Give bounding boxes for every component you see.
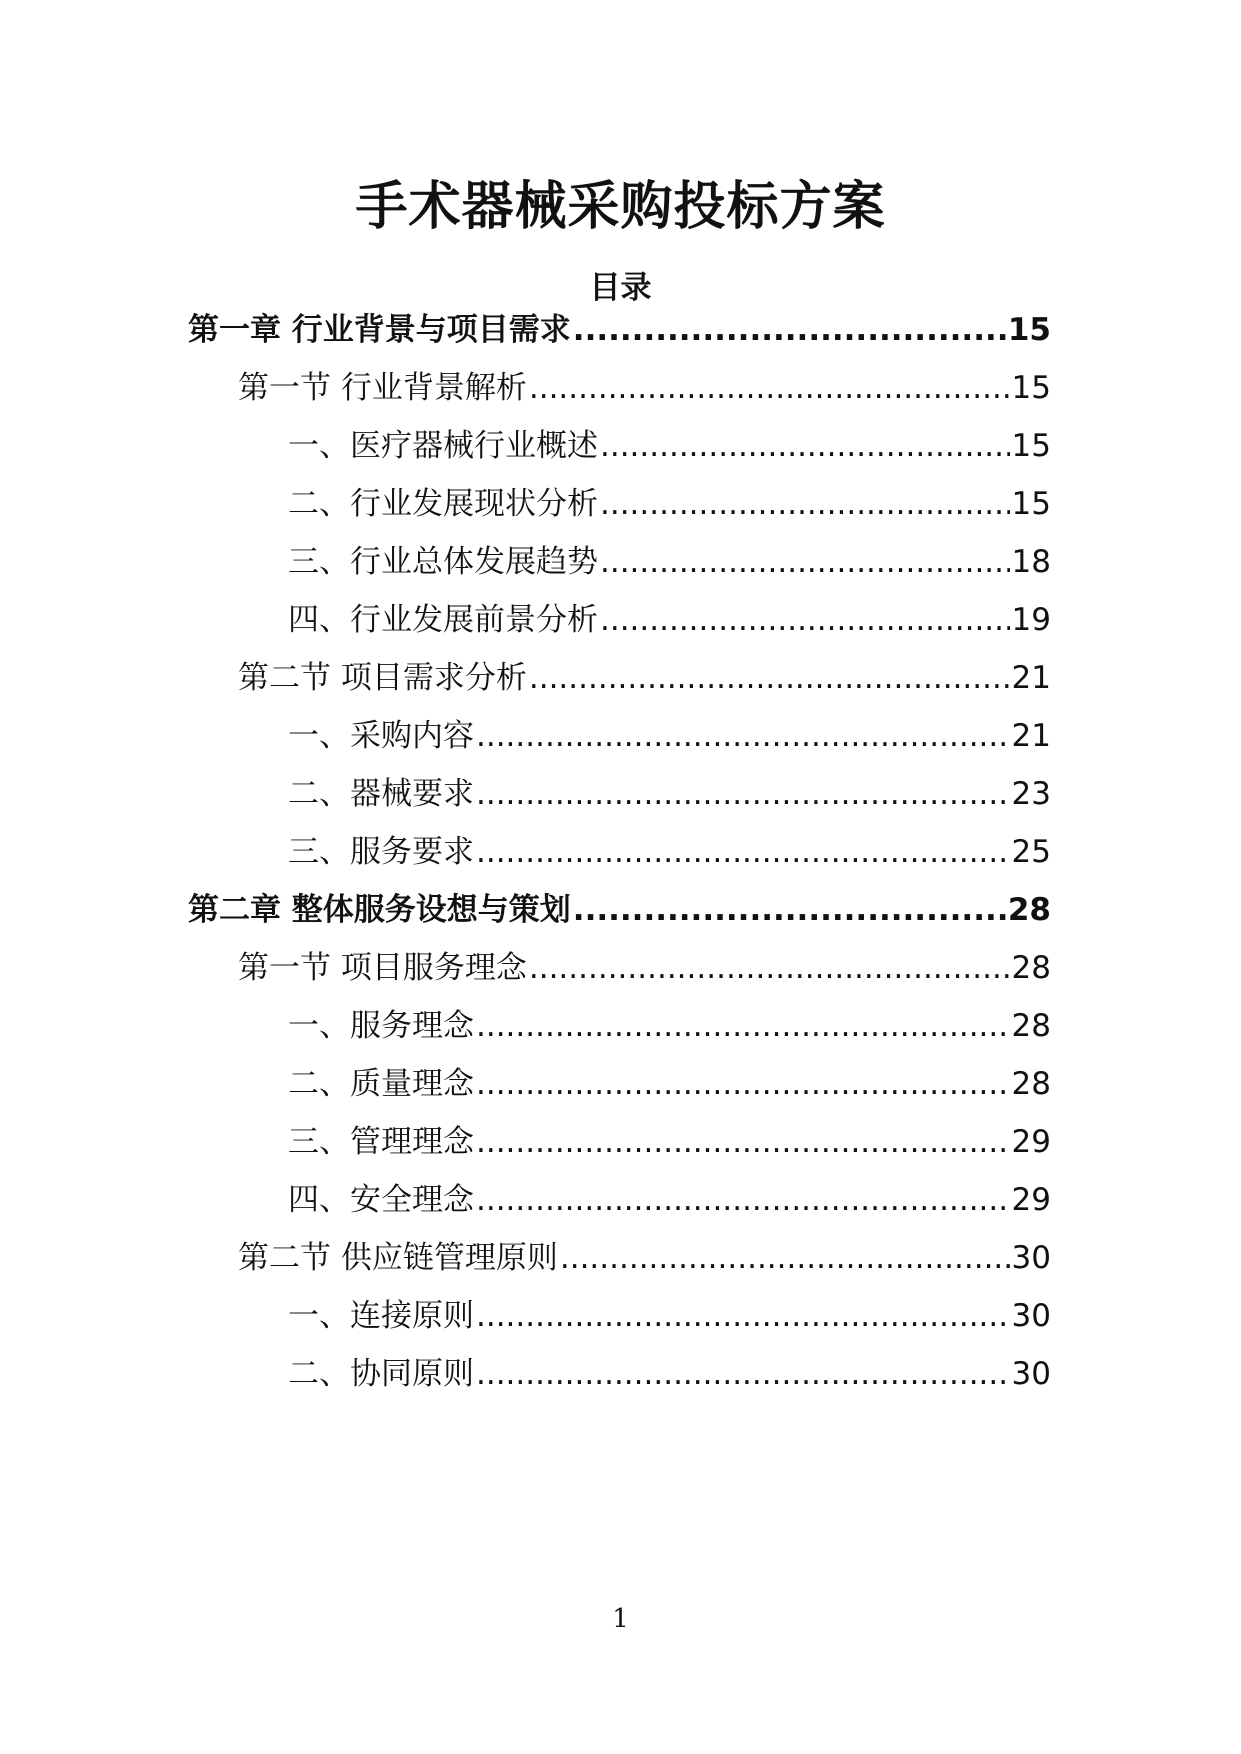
toc-entry-item[interactable] [288,996,1051,1046]
toc-entry-page: 30 [1011,1356,1051,1392]
toc-entry-label: 一、连接原则 [288,1298,474,1334]
toc-dot-leader [600,426,1010,466]
toc-entry-label: 第一章 行业背景与项目需求 [188,312,571,348]
toc-entry-label: 一、服务理念 [288,1008,474,1044]
toc-entry-label: 二、行业发展现状分析 [288,486,598,522]
toc-entry-page: 15 [1011,370,1051,406]
toc-dot-leader [560,1238,1010,1278]
toc-dot-leader [476,1006,1010,1046]
toc-entry-page: 30 [1011,1298,1051,1334]
toc-entry-label: 一、采购内容 [288,718,474,754]
toc-entry-item[interactable] [288,416,1051,466]
toc-entry-item[interactable] [288,706,1051,756]
toc-entry-label: 四、安全理念 [288,1182,474,1218]
toc-dot-leader [476,1122,1010,1162]
toc-entry-page: 28 [1011,1066,1051,1102]
toc-entry-item[interactable] [288,532,1051,582]
toc-entry-chapter-1[interactable] [188,300,1051,350]
toc-entry-item[interactable] [288,1054,1051,1104]
toc-entry-page: 28 [1007,892,1051,928]
toc-dot-leader [600,600,1010,640]
toc-entry-section[interactable] [238,358,1051,408]
toc-heading: 目录 [589,270,652,306]
toc-entry-item[interactable] [288,1286,1051,1336]
toc-dot-leader [476,832,1010,872]
toc-entry-page: 21 [1011,718,1051,754]
toc-entry-page: 23 [1011,776,1051,812]
toc-entry-item[interactable] [288,1112,1051,1162]
toc-entry-label: 第一节 行业背景解析 [238,370,527,406]
toc-entry-page: 21 [1011,660,1051,696]
toc-entry-page: 28 [1011,950,1051,986]
toc-dot-leader [600,484,1010,524]
toc-entry-page: 28 [1011,1008,1051,1044]
toc-entry-page: 25 [1011,834,1051,870]
toc-entry-label: 二、质量理念 [288,1066,474,1102]
document-title: 手术器械采购投标方案 [355,177,886,237]
toc-entry-label: 第二节 项目需求分析 [238,660,527,696]
toc-entry-label: 三、管理理念 [288,1124,474,1160]
toc-entry-page: 15 [1011,486,1051,522]
toc-dot-leader [600,542,1010,582]
toc-entry-item[interactable] [288,764,1051,814]
page-number: 1 [612,1604,629,1634]
toc-entry-page: 30 [1011,1240,1051,1276]
toc-dot-leader [529,948,1010,988]
toc-entry-item[interactable] [288,822,1051,872]
toc-dot-leader [476,1354,1010,1394]
toc-entry-label: 二、协同原则 [288,1356,474,1392]
toc-entry-label: 二、器械要求 [288,776,474,812]
toc-entry-label: 第一节 项目服务理念 [238,950,527,986]
toc-entry-page: 19 [1011,602,1051,638]
toc-dot-leader [476,774,1010,814]
toc-entry-section[interactable] [238,938,1051,988]
toc-entry-label: 四、行业发展前景分析 [288,602,598,638]
toc-entry-label: 一、医疗器械行业概述 [288,428,598,464]
toc-entry-page: 18 [1011,544,1051,580]
toc-dot-leader [529,368,1010,408]
toc-dot-leader [573,890,1006,930]
toc-entry-page: 15 [1011,428,1051,464]
toc-entry-label: 第二章 整体服务设想与策划 [188,892,571,928]
toc-entry-item[interactable] [288,1344,1051,1394]
toc-dot-leader [476,1296,1010,1336]
toc-dot-leader [529,658,1010,698]
toc-entry-page: 29 [1011,1124,1051,1160]
toc-entry-item[interactable] [288,590,1051,640]
toc-dot-leader [476,716,1010,756]
toc-entry-section[interactable] [238,648,1051,698]
toc-entry-label: 三、行业总体发展趋势 [288,544,598,580]
toc-dot-leader [476,1064,1010,1104]
toc-dot-leader [476,1180,1010,1220]
toc-entry-label: 第二节 供应链管理原则 [238,1240,558,1276]
toc-entry-item[interactable] [288,474,1051,524]
toc-entry-chapter-2[interactable] [188,880,1051,930]
toc-entry-section[interactable] [238,1228,1051,1278]
toc-dot-leader [573,310,1006,350]
toc-entry-page: 29 [1011,1182,1051,1218]
toc-entry-page: 15 [1007,312,1051,348]
toc-entry-item[interactable] [288,1170,1051,1220]
toc-entry-label: 三、服务要求 [288,834,474,870]
